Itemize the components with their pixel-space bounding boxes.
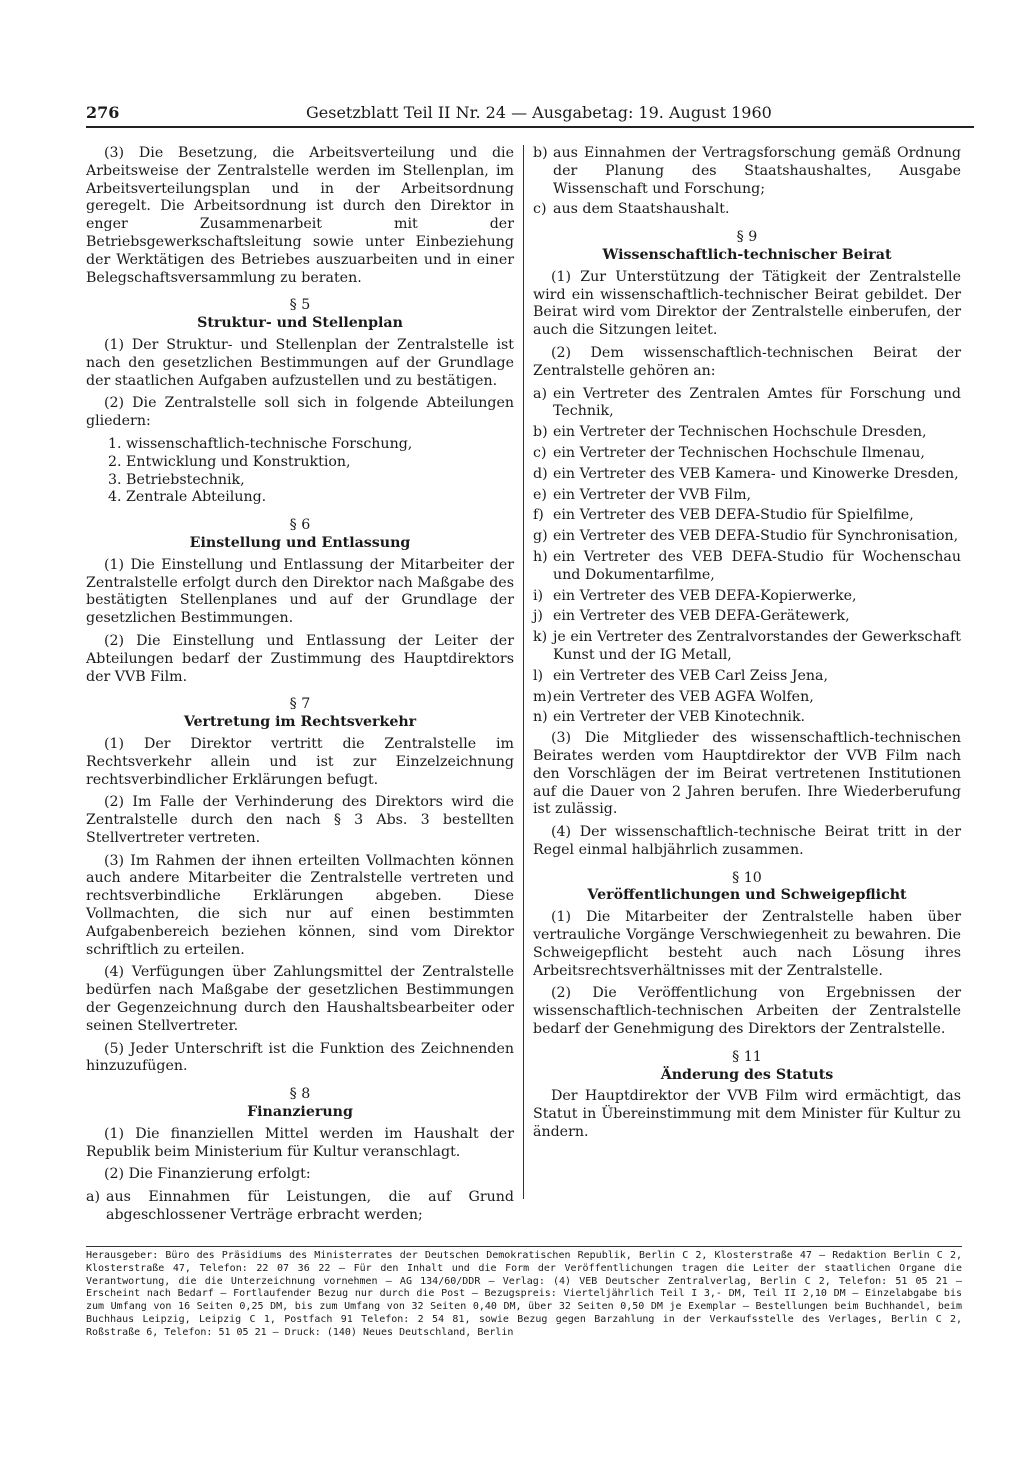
- item-text: ein Vertreter der Technischen Hochschule Ilmenau,: [553, 444, 925, 461]
- list-item: [533, 386, 961, 422]
- list-item: 3. Betriebstechnik,: [108, 471, 245, 488]
- list-item: [533, 549, 961, 585]
- paragraph: (1) Die Mitarbeiter der Zentralstelle haben über vertrauliche Vorgänge Verschwiegenheit zu bewahren. Die Schweigepflicht besteht auch nach Lösung ihres Arbeitsrechtsverhältnisses mit der Zentralstelle.: [533, 909, 961, 979]
- item-label: f): [533, 507, 544, 524]
- list-item: [86, 1189, 514, 1225]
- item-text: aus dem Staatshaushalt.: [553, 201, 730, 218]
- item-text: ein Vertreter des VEB DEFA-Kopierwerke,: [553, 587, 857, 604]
- item-label: b): [533, 424, 548, 441]
- paragraph: (3) Die Mitglieder des wissenschaftlich-technischen Beirates werden vom Hauptdirektor der VVB Film nach den Vorschlägen der im Beirat vertretenen Institutionen auf die Dauer von 2 Jahren berufen. Ihre Wiederberufung ist zulässig.: [533, 730, 961, 818]
- list-item: 1. wissenschaftlich-technische Forschung,: [108, 435, 413, 452]
- member-list: [533, 386, 961, 728]
- list-item: [533, 629, 961, 665]
- paragraph: (4) Der wissenschaftlich-technische Beirat tritt in der Regel einmal halbjährlich zusammen.: [533, 824, 961, 858]
- item-text: je ein Vertreter des Zentralvorstandes der Gewerkschaft Kunst und der IG Metall,: [553, 629, 961, 663]
- section-title: Einstellung und Entlassung: [189, 534, 411, 551]
- item-text: aus Einnahmen für Leistungen, die auf Grund abgeschlossener Verträge erbracht werden;: [106, 1189, 514, 1224]
- imprint-footer: Herausgeber: Büro des Präsidiums des Ministerrates der Deutschen Demokratischen Republik, Berlin C 2, Klosterstraße 47 — Redaktion Berlin C 2, Klosterstraße 47, Telefon: 22 07 36 22 — Für den Inhalt und die Form der Veröffentlichungen tragen die Leiter der staatlichen Organe die Verantwortung, die die Unterzeichnung vornehmen — AG 134/60/DDR — Verlag: (4) VEB Deutscher Zentralverlag, Berlin C 2, Telefon: 51 05 21 — Erscheint nach Bedarf — Fortlaufender Bezug nur durch die Post — Bezugspreis: Vierteljährlich Teil I 3,- DM, Teil II 2,10 DM — Einzelabgabe bis zum Umfang von 16 Seiten 0,25 DM, bis zum Umfang von 32 Seiten 0,40 DM, über 32 Seiten 0,50 DM je Exemplar — Bestellungen beim Buchhandel, beim Buchhaus Leipzig, Leipzig C 1, Postfach 91 Telefon: 2 54 81, sowie Bezug gegen Barzahlung in der Verkaufsstelle des Verlages, Berlin C 2, Roßstraße 6, Telefon: 51 05 21 — Druck: (140) Neues Deutschland, Berlin: [86, 1246, 962, 1340]
- left-column: [86, 145, 514, 1228]
- paragraph: (2) Die Veröffentlichung von Ergebnissen der wissenschaftlich-technischen Arbeiten der Zentralstelle bedarf der Genehmigung des Direktors der Zentralstelle.: [533, 985, 961, 1038]
- paragraph: (5) Jeder Unterschrift ist die Funktion des Zeichnenden hinzuzufügen.: [86, 1040, 514, 1075]
- list-item: [533, 507, 961, 525]
- column-divider: [523, 145, 524, 1199]
- item-text: ein Vertreter der VVB Film,: [553, 486, 752, 503]
- item-label: h): [533, 548, 548, 565]
- paragraph: (1) Die Einstellung und Entlassung der Mitarbeiter der Zentralstelle erfolgt durch den Direktor nach Maßgabe des bestätigten Stellenplanes und auf der Grundlage der gesetzlichen Bestimmungen.: [86, 556, 514, 627]
- section-title: Vertretung im Rechtsverkehr: [183, 714, 417, 731]
- list-item: [533, 145, 961, 198]
- running-title: Gesetzblatt Teil II Nr. 24 — Ausgabetag: 19. August 1960: [306, 103, 772, 122]
- item-label: e): [533, 486, 547, 503]
- item-label: a): [533, 385, 547, 402]
- paragraph: (2) Im Falle der Verhinderung des Direktors wird die Zentralstelle durch den nach § 3 Abs. 3 bestellten Stellvertreter vertreten.: [86, 794, 514, 846]
- section-number: § 8: [289, 1086, 311, 1103]
- section-title: Veröffentlichungen und Schweigepflicht: [587, 887, 907, 904]
- item-text: ein Vertreter des Zentralen Amtes für Forschung und Technik,: [553, 385, 961, 420]
- item-label: d): [533, 465, 548, 482]
- item-text: ein Vertreter des VEB DEFA-Gerätewerk,: [553, 608, 850, 625]
- list-item: [533, 608, 961, 626]
- paragraph: (3) Im Rahmen der ihnen erteilten Vollmachten können auch andere Mitarbeiter die Zentralstelle vertreten und rechtsverbindliche Erklärungen abgeben. Diese Vollmachten, die sich nur auf einen bestimmten Aufgabenbereich beziehen können, sind vom Direktor schriftlich zu erteilen.: [86, 852, 514, 958]
- list-item: [533, 528, 961, 546]
- paragraph: (1) Der Struktur- und Stellenplan der Zentralstelle ist nach den gesetzlichen Bestimmungen auf der Grundlage der staatlichen Aufgaben aufzustellen und zu bestätigen.: [86, 336, 514, 389]
- list-item: [533, 445, 961, 463]
- list-item: [533, 201, 961, 219]
- section-number: § 10: [732, 869, 762, 886]
- item-text: aus Einnahmen der Vertragsforschung gemäß Ordnung der Planung des Staatshaushaltes, Ausgabe Wissenschaft und Forschung;: [553, 145, 961, 197]
- section-number: § 9: [736, 229, 758, 246]
- item-label: g): [533, 528, 548, 545]
- section-title: Finanzierung: [247, 1104, 353, 1121]
- paragraph: (1) Zur Unterstützung der Tätigkeit der Zentralstelle wird ein wissenschaftlich-technischer Beirat gebildet. Der Beirat wird vom Direktor der Zentralstelle einberufen, der auch die Sitzungen leitet.: [533, 268, 961, 339]
- right-column: [533, 145, 961, 1147]
- paragraph: (2) Die Finanzierung erfolgt:: [104, 1166, 311, 1183]
- list-item: [533, 709, 961, 727]
- paragraph: (2) Dem wissenschaftlich-technischen Beirat der Zentralstelle gehören an:: [533, 344, 961, 379]
- item-label: l): [533, 667, 544, 684]
- section-title: Struktur- und Stellenplan: [197, 315, 403, 332]
- page-number: 276: [86, 103, 120, 122]
- item-text: ein Vertreter des VEB Kamera- und Kinowerke Dresden,: [553, 465, 959, 482]
- paragraph: (2) Die Einstellung und Entlassung der Leiter der Abteilungen bedarf der Zustimmung des Hauptdirektors der VVB Film.: [86, 632, 514, 685]
- section-number: § 7: [289, 696, 311, 713]
- paragraph: (3) Die Besetzung, die Arbeitsverteilung und die Arbeitsweise der Zentralstelle werden im Stellenplan, im Arbeitsverteilungsplan und in der Arbeitsordnung geregelt. Die Arbeitsordnung ist durch den Direktor in enger Zusammenarbeit mit der Betriebsgewerkschaftsleitung sowie unter Einbeziehung der Werktätigen des Betriebes auszuarbeiten und in einer Belegschaftsversammlung zu beraten.: [86, 145, 514, 286]
- item-text: ein Vertreter des VEB Carl Zeiss Jena,: [553, 667, 828, 684]
- item-label: j): [533, 608, 543, 625]
- list-item: [533, 466, 961, 484]
- paragraph: (2) Die Zentralstelle soll sich in folgende Abteilungen gliedern:: [86, 395, 514, 430]
- item-label: n): [533, 709, 548, 726]
- section-number: § 11: [732, 1048, 762, 1065]
- item-label: c): [533, 201, 547, 218]
- item-label: b): [533, 145, 548, 161]
- item-label: a): [86, 1189, 100, 1206]
- section-number: § 6: [289, 517, 311, 534]
- list-item: 4. Zentrale Abteilung.: [108, 489, 267, 506]
- paragraph: Der Hauptdirektor der VVB Film wird ermächtigt, das Statut in Übereinstimmung mit dem Minister für Kultur zu ändern.: [533, 1088, 961, 1141]
- list-item: [533, 424, 961, 442]
- page-header: [86, 103, 974, 128]
- list-item: 2. Entwicklung und Konstruktion,: [108, 453, 351, 470]
- item-text: ein Vertreter der Technischen Hochschule Dresden,: [553, 424, 927, 441]
- paragraph: (4) Verfügungen über Zahlungsmittel der Zentralstelle bedürfen nach Maßgabe der gesetzlichen Bestimmungen der Gegenzeichnung durch den Haushaltsbearbeiter oder seinen Stellvertreter.: [86, 964, 514, 1034]
- item-text: ein Vertreter des VEB AGFA Wolfen,: [553, 688, 814, 705]
- paragraph: (1) Der Direktor vertritt die Zentralstelle im Rechtsverkehr allein und ist zur Einzelzeichnung rechtsverbindlicher Erklärungen befugt.: [86, 735, 514, 788]
- item-label: k): [533, 629, 548, 646]
- item-label: i): [533, 587, 544, 604]
- paragraph: (1) Die finanziellen Mittel werden im Haushalt der Republik beim Ministerium für Kultur veranschlagt.: [86, 1125, 514, 1160]
- item-text: ein Vertreter des VEB DEFA-Studio für Spielfilme,: [553, 507, 914, 524]
- section-title: Wissenschaftlich-technischer Beirat: [602, 246, 892, 263]
- list-item: [533, 689, 961, 707]
- item-text: ein Vertreter der VEB Kinotechnik.: [553, 709, 806, 726]
- list-item: [533, 668, 961, 686]
- item-text: ein Vertreter des VEB DEFA-Studio für Synchronisation,: [553, 528, 959, 545]
- item-label: c): [533, 444, 547, 461]
- list-item: [533, 487, 961, 505]
- item-label: m): [533, 688, 552, 705]
- list-item: [533, 588, 961, 606]
- item-text: ein Vertreter des VEB DEFA-Studio für Wochenschau und Dokumentarfilme,: [553, 548, 961, 583]
- section-number: § 5: [289, 297, 311, 314]
- section-title: Änderung des Statuts: [660, 1066, 834, 1083]
